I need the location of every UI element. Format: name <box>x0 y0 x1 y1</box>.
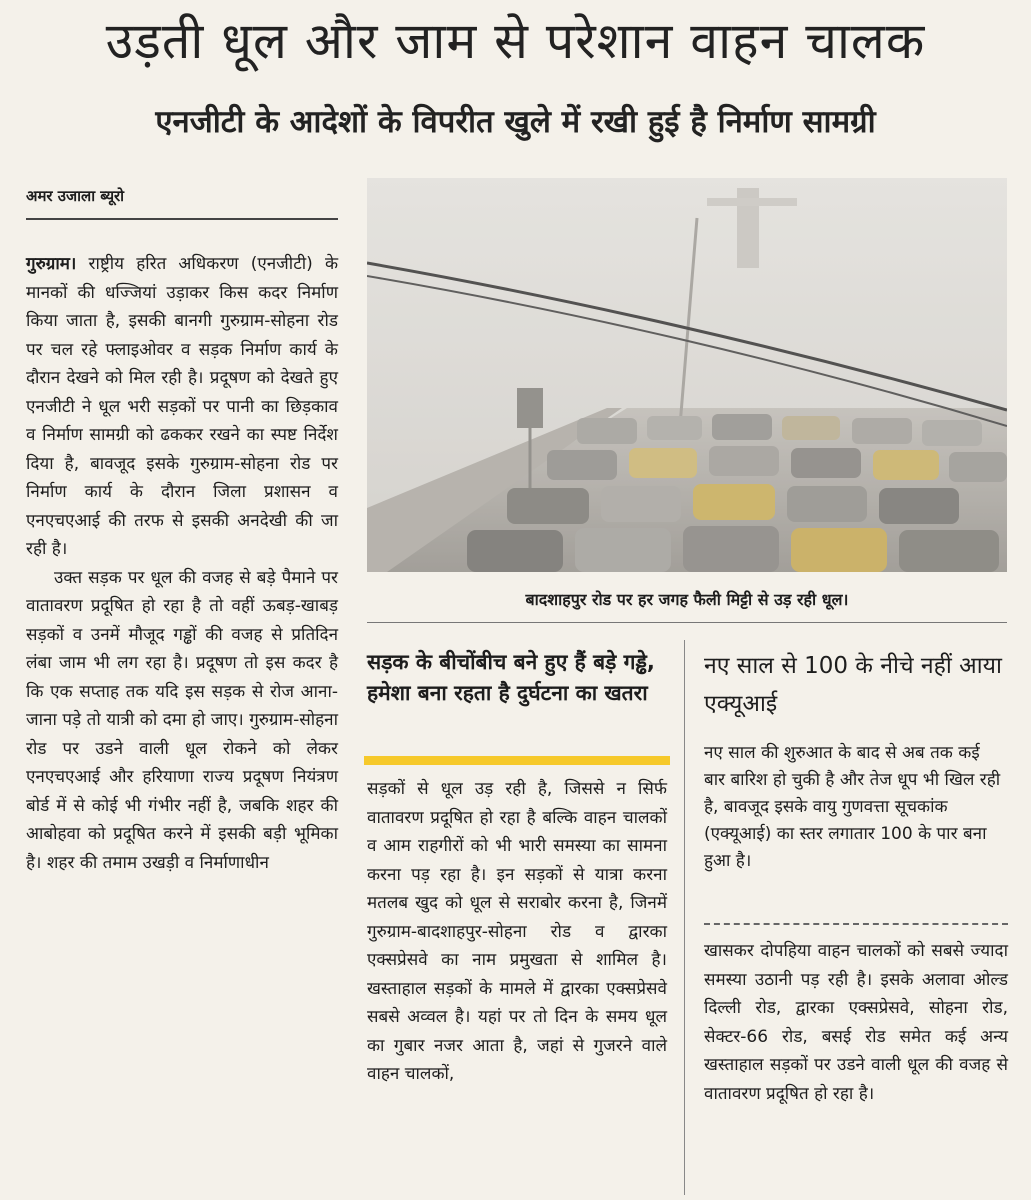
subheadline: एनजीटी के आदेशों के विपरीत खुले में रखी हुई है निर्माण सामग्री <box>155 104 876 140</box>
column-divider <box>684 640 685 1195</box>
col1-paragraph-2: उक्त सड़क पर धूल की वजह से बड़े पैमाने पर वातावरण प्रदूषित हो रहा है तो वहीं ऊबड़-खाबड़ सड़कों व उनमें मौजूद गड्ढों की वजह से प्रतिदिन लंबा जाम भी लग रहा है। प्रदूषण तो इस कदर है कि एक सप्ताह तक यदि इस सड़क से रोज आना-जाना पड़े तो यात्री को दमा हो जाए। गुरुग्राम-सोहना रोड पर उडने वाली धूल रोकने को लेकर एनएचएआई और हरियाणा राज्य प्रदूषण नियंत्रण बोर्ड में से कोई भी गंभीर नहीं है, जबकि शहर की आबोहवा को प्रदूषित करने में इसकी बड़ी भूमिका है। शहर की तमाम उखड़ी व निर्माणाधीन <box>26 567 338 873</box>
aqi-box-heading: नए साल से 100 के नीचे नहीं आया एक्यूआई <box>704 653 1002 717</box>
column-3 <box>704 937 1008 1108</box>
headline: उड़ती धूल और जाम से परेशान वाहन चालक <box>105 12 926 70</box>
caption-divider <box>367 622 1007 623</box>
photo-caption: बादशाहपुर रोड पर हर जगह फैली मिट्टी से उड़ रही धूल। <box>525 590 849 609</box>
col2-paragraph: सड़कों से धूल उड़ रही है, जिससे न सिर्फ वातावरण प्रदूषित हो रहा है बल्कि वाहन चालकों व आम राहगीरों को भी भारी समस्या का सामना करना पड़ रहा है। इन सड़कों से यात्रा करना मतलब खुद को धूल से सराबोर करना है, जिनमें गुरुग्राम-बादशाहपुर-सोहना रोड व द्वारका एक्सप्रेसवे का नाम प्रमुखता से शामिल है। खस्ताहाल सड़कों के मामले में द्वारका एक्सप्रेसवे सबसे अव्वल है। यहां पर तो दिन के समय धूल का गुबार नजर आता है, जहां से गुजरने वाले वाहन चालकों, <box>367 779 667 1084</box>
dateline: गुरुग्राम। <box>26 254 77 274</box>
side-heading: सड़क के बीचोंबीच बने हुए हैं बड़े गड्ढे, हमेशा बना रहता है दुर्घटना का खतरा <box>367 650 655 705</box>
highlight-bar <box>364 756 670 765</box>
byline: अमर उजाला ब्यूरो <box>26 184 338 220</box>
box-divider <box>704 923 1008 925</box>
dust-haze-overlay <box>367 178 1007 572</box>
aqi-box-paragraph: नए साल की शुरुआत के बाद से अब तक कई बार बारिश हो चुकी है और तेज धूप भी खिल रही है, बावजूद इसके वायु गुणवत्ता सूचकांक (एक्यूआई) का स्तर लगातार 100 के पार बना हुआ है। <box>704 743 1001 871</box>
traffic-jam-illustration <box>367 178 1007 572</box>
traffic-photo <box>367 178 1007 572</box>
column-1 <box>26 250 338 877</box>
col1-paragraph-1 <box>26 250 338 564</box>
aqi-box-text <box>704 740 1004 875</box>
col1-paragraph-1-text: राष्ट्रीय हरित अधिकरण (एनजीटी) के मानकों की धज्जियां उड़ाकर किस कदर निर्माण किया जाता है, इसकी बानगी गुरुग्राम-सोहना रोड पर चल रहे फ्लाइओवर व सड़क निर्माण कार्य के दौरान देखने को मिल रही है। प्रदूषण को देखते हुए एनजीटी ने धूल भरी सड़कों पर पानी का छिड़काव व निर्माण सामग्री को ढककर रखने का स्पष्ट निर्देश दिया है, बावजूद इसके गुरुग्राम-सोहना रोड पर निर्माण कार्य के दौरान जिला प्रशासन व एनएचएआई की तरफ से इसकी अनदेखी की जा रही है। <box>26 254 339 559</box>
col3-paragraph: खासकर दोपहिया वाहन चालकों को सबसे ज्यादा समस्या उठानी पड़ रही है। इसके अलावा ओल्ड दिल्ली रोड, द्वारका एक्सप्रेसवे, सोहना रोड, सेक्टर-66 रोड, बसई रोड समेत कई अन्य खस्ताहाल सड़कों पर उडने वाली धूल की वजह से वातावरण प्रदूषित हो रहा है। <box>704 941 1008 1104</box>
column-2 <box>367 775 667 1089</box>
